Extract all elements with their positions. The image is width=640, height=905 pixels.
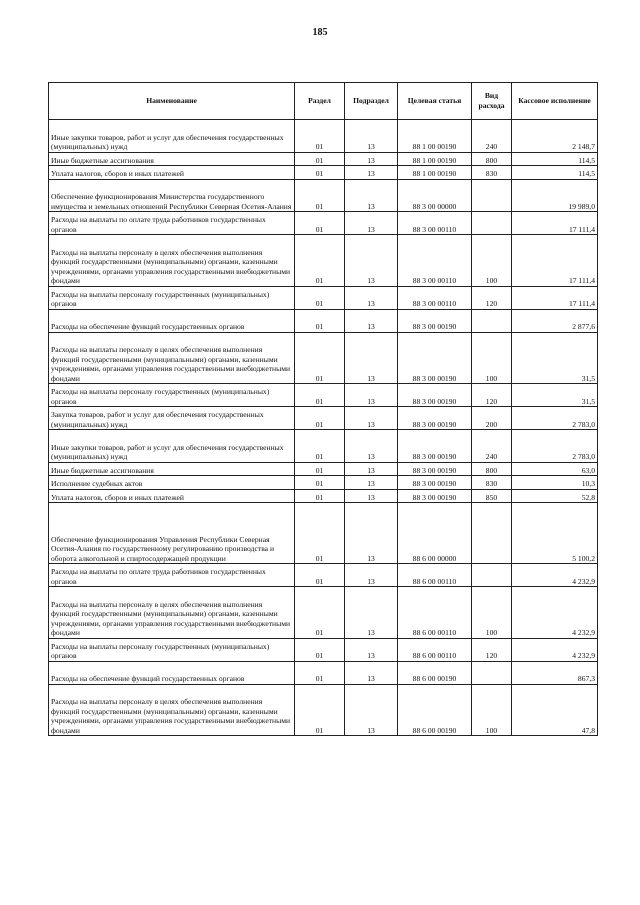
cell-target: 88 3 00 00190 — [398, 489, 472, 503]
cell-type: 830 — [472, 476, 512, 490]
cell-target: 88 3 00 00190 — [398, 476, 472, 490]
cell-type: 100 — [472, 684, 512, 736]
cell-name: Расходы на обеспечение функций государственных органов — [49, 309, 295, 332]
cell-amount: 5 100,2 — [512, 503, 598, 564]
cell-name: Расходы на выплаты персоналу в целях обеспечения выполнения функций государственными (муниципальными) органами, казенными учреждениями, органами управления государственными внебюджетными фондами — [49, 684, 295, 736]
cell-subsection: 13 — [345, 384, 398, 407]
cell-type: 120 — [472, 638, 512, 661]
cell-target: 88 6 00 00110 — [398, 638, 472, 661]
cell-target: 88 3 00 00190 — [398, 407, 472, 430]
table-row — [49, 407, 598, 430]
cell-target: 88 6 00 00190 — [398, 661, 472, 684]
cell-target: 88 1 00 00190 — [398, 152, 472, 166]
cell-target: 88 3 00 00110 — [398, 235, 472, 287]
cell-name: Расходы на выплаты персоналу в целях обеспечения выполнения функций государственными (муниципальными) органами, казенными учреждениями, органами управления государственными внебюджетными фондами — [49, 235, 295, 287]
table-row — [49, 152, 598, 166]
header-amount: Кассовое исполнение — [512, 83, 598, 120]
cell-type: 800 — [472, 462, 512, 476]
cell-amount: 47,8 — [512, 684, 598, 736]
cell-type: 100 — [472, 235, 512, 287]
cell-name: Иные бюджетные ассигнования — [49, 152, 295, 166]
cell-name: Обеспечение функционирования Управления Республики Северная Осетия-Алания по государственному регулированию производства и оборота алкогольной и спиртосодержащей продукции — [49, 503, 295, 564]
cell-section: 01 — [295, 476, 345, 490]
cell-amount: 867,3 — [512, 661, 598, 684]
cell-amount: 52,8 — [512, 489, 598, 503]
cell-target: 88 6 00 00000 — [398, 503, 472, 564]
cell-section: 01 — [295, 309, 345, 332]
cell-section: 01 — [295, 407, 345, 430]
table-row — [49, 332, 598, 384]
table-row — [49, 462, 598, 476]
cell-target: 88 3 00 00190 — [398, 384, 472, 407]
table-row — [49, 166, 598, 180]
cell-section: 01 — [295, 179, 345, 212]
cell-section: 01 — [295, 489, 345, 503]
cell-target: 88 3 00 00110 — [398, 212, 472, 235]
cell-subsection: 13 — [345, 430, 398, 463]
cell-name: Расходы на обеспечение функций государственных органов — [49, 661, 295, 684]
cell-subsection: 13 — [345, 587, 398, 639]
cell-name: Закупка товаров, работ и услуг для обеспечения государственных (муниципальных) нужд — [49, 407, 295, 430]
cell-subsection: 13 — [345, 179, 398, 212]
cell-type: 200 — [472, 407, 512, 430]
cell-amount: 2 148,7 — [512, 120, 598, 153]
table-row — [49, 120, 598, 153]
table-row — [49, 235, 598, 287]
cell-subsection: 13 — [345, 564, 398, 587]
table-row — [49, 489, 598, 503]
cell-subsection: 13 — [345, 476, 398, 490]
cell-name: Расходы на выплаты персоналу государственных (муниципальных) органов — [49, 638, 295, 661]
table-header-row — [49, 83, 598, 120]
cell-subsection: 13 — [345, 212, 398, 235]
cell-target: 88 6 00 00110 — [398, 564, 472, 587]
cell-subsection: 13 — [345, 152, 398, 166]
cell-amount: 2 877,6 — [512, 309, 598, 332]
cell-name: Расходы на выплаты персоналу в целях обеспечения выполнения функций государственными (муниципальными) органами, казенными учреждениями, органами управления государственными внебюджетными фондами — [49, 587, 295, 639]
cell-amount: 17 111,4 — [512, 235, 598, 287]
header-name: Наименование — [49, 83, 295, 120]
table-row — [49, 384, 598, 407]
cell-name: Исполнение судебных актов — [49, 476, 295, 490]
cell-target: 88 1 00 00190 — [398, 120, 472, 153]
cell-section: 01 — [295, 235, 345, 287]
cell-amount: 2 783,0 — [512, 430, 598, 463]
cell-section: 01 — [295, 661, 345, 684]
cell-subsection: 13 — [345, 503, 398, 564]
table-row — [49, 212, 598, 235]
cell-target: 88 3 00 00000 — [398, 179, 472, 212]
table-row — [49, 430, 598, 463]
cell-subsection: 13 — [345, 462, 398, 476]
cell-name: Расходы на выплаты персоналу в целях обеспечения выполнения функций государственными (муниципальными) органами, казенными учреждениями, органами управления государственными внебюджетными фондами — [49, 332, 295, 384]
cell-amount: 31,5 — [512, 384, 598, 407]
cell-section: 01 — [295, 384, 345, 407]
header-type: Вид расхода — [472, 83, 512, 120]
cell-amount: 114,5 — [512, 166, 598, 180]
cell-target: 88 1 00 00190 — [398, 166, 472, 180]
cell-type — [472, 564, 512, 587]
table-row — [49, 309, 598, 332]
table-row — [49, 476, 598, 490]
cell-section: 01 — [295, 286, 345, 309]
cell-name: Иные закупки товаров, работ и услуг для обеспечения государственных (муниципальных) нужд — [49, 120, 295, 153]
cell-section: 01 — [295, 152, 345, 166]
header-section: Раздел — [295, 83, 345, 120]
cell-subsection: 13 — [345, 407, 398, 430]
cell-name: Расходы на выплаты по оплате труда работников государственных органов — [49, 564, 295, 587]
cell-type — [472, 179, 512, 212]
cell-type: 120 — [472, 384, 512, 407]
cell-section: 01 — [295, 587, 345, 639]
cell-target: 88 3 00 00190 — [398, 332, 472, 384]
table-row — [49, 179, 598, 212]
cell-amount: 4 232,9 — [512, 587, 598, 639]
cell-target: 88 6 00 00190 — [398, 684, 472, 736]
cell-amount: 114,5 — [512, 152, 598, 166]
cell-name: Расходы на выплаты персоналу государственных (муниципальных) органов — [49, 286, 295, 309]
cell-subsection: 13 — [345, 661, 398, 684]
cell-name: Расходы на выплаты по оплате труда работников государственных органов — [49, 212, 295, 235]
cell-section: 01 — [295, 684, 345, 736]
cell-target: 88 3 00 00190 — [398, 430, 472, 463]
table-row — [49, 587, 598, 639]
cell-subsection: 13 — [345, 235, 398, 287]
cell-name: Иные закупки товаров, работ и услуг для обеспечения государственных (муниципальных) нужд — [49, 430, 295, 463]
cell-section: 01 — [295, 503, 345, 564]
table-row — [49, 684, 598, 736]
cell-section: 01 — [295, 462, 345, 476]
cell-subsection: 13 — [345, 286, 398, 309]
cell-type: 120 — [472, 286, 512, 309]
cell-subsection: 13 — [345, 309, 398, 332]
cell-amount: 63,0 — [512, 462, 598, 476]
cell-amount: 2 783,0 — [512, 407, 598, 430]
cell-section: 01 — [295, 332, 345, 384]
cell-type — [472, 309, 512, 332]
cell-amount: 17 111,4 — [512, 286, 598, 309]
cell-amount: 17 111,4 — [512, 212, 598, 235]
budget-table — [48, 82, 598, 736]
cell-name: Иные бюджетные ассигнования — [49, 462, 295, 476]
cell-section: 01 — [295, 430, 345, 463]
cell-target: 88 3 00 00110 — [398, 286, 472, 309]
cell-type: 100 — [472, 332, 512, 384]
table-row — [49, 564, 598, 587]
cell-target: 88 6 00 00110 — [398, 587, 472, 639]
cell-section: 01 — [295, 120, 345, 153]
cell-amount: 4 232,9 — [512, 638, 598, 661]
cell-type — [472, 212, 512, 235]
cell-amount: 4 232,9 — [512, 564, 598, 587]
cell-amount: 10,3 — [512, 476, 598, 490]
cell-subsection: 13 — [345, 332, 398, 384]
page-number: 185 — [312, 27, 328, 38]
table-row — [49, 286, 598, 309]
cell-section: 01 — [295, 638, 345, 661]
cell-section: 01 — [295, 212, 345, 235]
cell-amount: 19 989,0 — [512, 179, 598, 212]
cell-subsection: 13 — [345, 684, 398, 736]
cell-subsection: 13 — [345, 638, 398, 661]
cell-subsection: 13 — [345, 489, 398, 503]
cell-type: 800 — [472, 152, 512, 166]
header-target: Целевая статья — [398, 83, 472, 120]
cell-name: Обеспечение функционирования Министерства государственного имущества и земельных отношений Республики Северная Осетия-Алания — [49, 179, 295, 212]
cell-type — [472, 661, 512, 684]
cell-type: 830 — [472, 166, 512, 180]
cell-type: 240 — [472, 120, 512, 153]
cell-type: 850 — [472, 489, 512, 503]
cell-target: 88 3 00 00190 — [398, 309, 472, 332]
table-row — [49, 503, 598, 564]
cell-amount: 31,5 — [512, 332, 598, 384]
cell-type: 100 — [472, 587, 512, 639]
cell-subsection: 13 — [345, 120, 398, 153]
table-row — [49, 661, 598, 684]
cell-type — [472, 503, 512, 564]
table-row — [49, 638, 598, 661]
cell-name: Уплата налогов, сборов и иных платежей — [49, 489, 295, 503]
cell-section: 01 — [295, 564, 345, 587]
cell-subsection: 13 — [345, 166, 398, 180]
table-body — [49, 120, 598, 736]
cell-name: Уплата налогов, сборов и иных платежей — [49, 166, 295, 180]
cell-type: 240 — [472, 430, 512, 463]
cell-target: 88 3 00 00190 — [398, 462, 472, 476]
header-subsection: Подраздел — [345, 83, 398, 120]
cell-section: 01 — [295, 166, 345, 180]
cell-name: Расходы на выплаты персоналу государственных (муниципальных) органов — [49, 384, 295, 407]
